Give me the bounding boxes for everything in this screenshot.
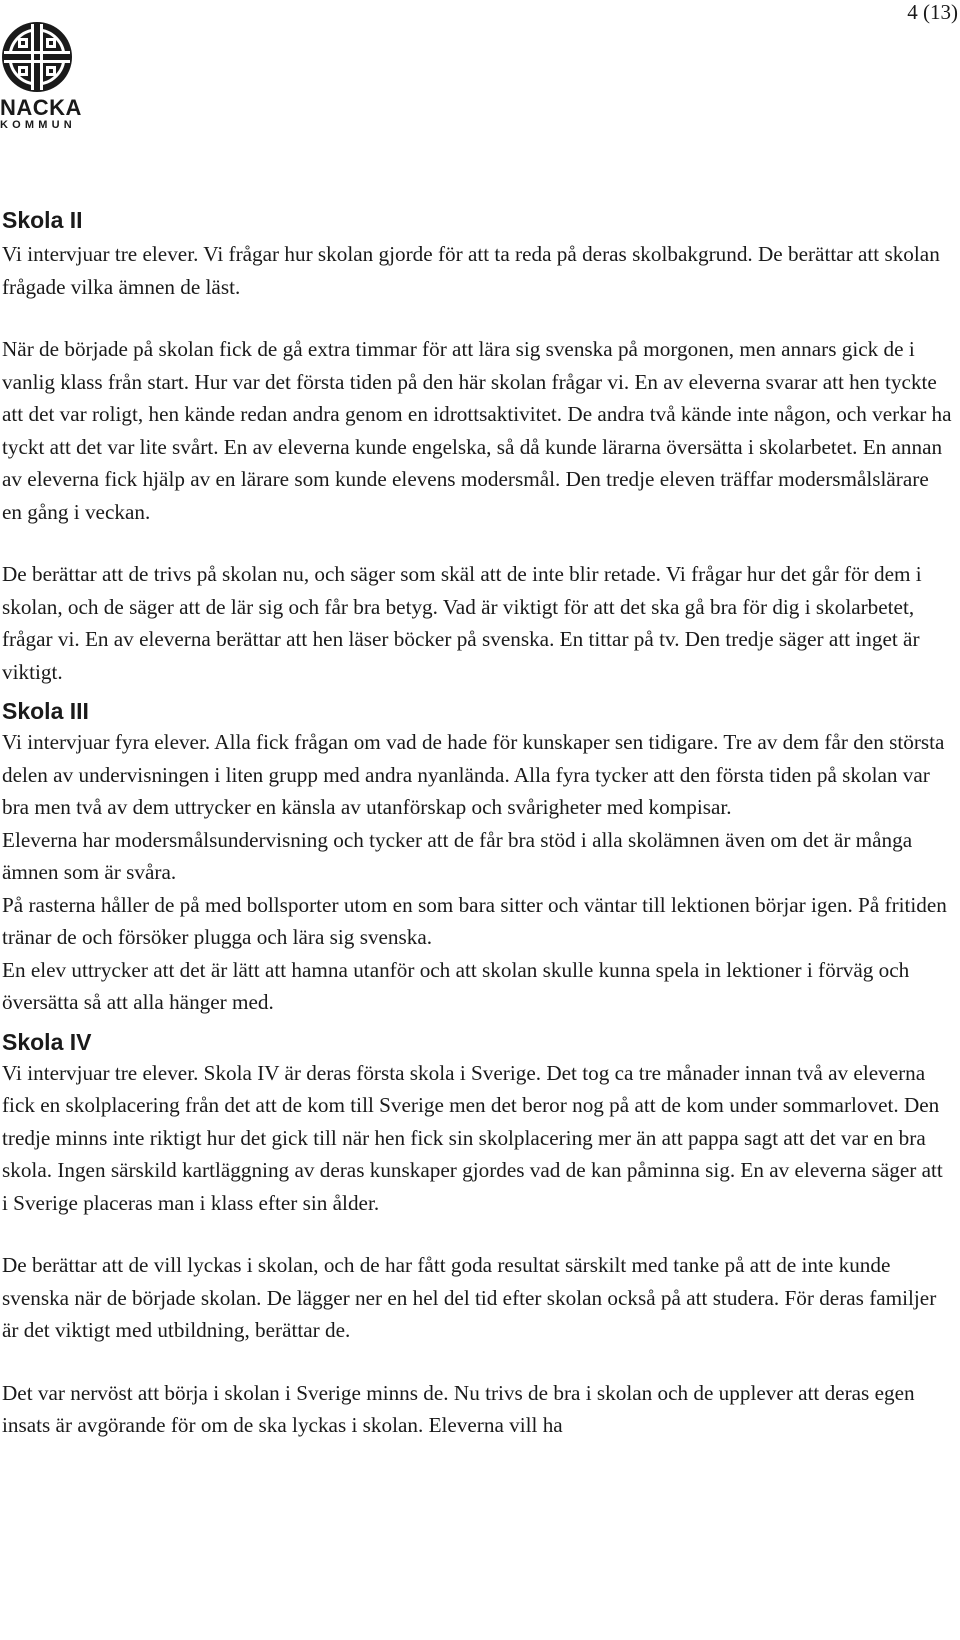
paragraph: Eleverna har modersmålsundervisning och tycker att de får bra stöd i alla skolämnen även om det är många ämnen som är svåra. <box>2 827 913 884</box>
page-number: 4 (13) <box>907 0 958 24</box>
paragraph: Vi intervjuar tre elever. Skola IV är deras första skola i Sverige. Det tog ca tre månader innan två av eleverna fick en skolplacering från det att de kom till Sverige men det beror nog på att de kom under sommarlovet. Den tredje minns inte riktigt hur det gick till när hen fick sin skolplacering mer än att pappa sagt att det var en bra skola. Ingen särskild kartläggning av deras kunskaper gjordes vad de kan påminna sig. En av eleverna säger att i Sverige placeras man i klass efter sin ålder. <box>2 1060 943 1215</box>
nacka-emblem-icon <box>0 20 74 94</box>
paragraph: De berättar att de trivs på skolan nu, och säger som skäl att de inte blir retade. Vi frågar hur det går för dem i skolan, och de säger att de lär sig och får bra betyg. Vad är viktigt för att det ska gå bra för dig i skolarbetet, frågar vi. En av eleverna berättar att hen läser böcker på svenska. En tittar på tv. Den tredje säger att inget är viktigt. <box>2 562 922 684</box>
paragraph: Vi intervjuar tre elever. Vi frågar hur skolan gjorde för att ta reda på deras skolbakgrund. De berättar att skolan frågade vilka ämnen de läst. <box>2 242 940 299</box>
section-heading: Skola IV <box>2 1028 92 1055</box>
paragraph: Vi intervjuar fyra elever. Alla fick frågan om vad de hade för kunskaper sen tidigare. Tre av dem får den största delen av undervisningen i liten grupp med andra nyanlända. Alla fyra tycker att den första tiden på skolan var bra men två av dem uttrycker en känsla av utanförskap och svårigheter med kompisar. <box>2 730 945 819</box>
logo-subname: KOMMUN <box>0 119 76 131</box>
section-skola-iv <box>2 1027 952 1442</box>
nacka-kommun-logo <box>0 20 80 131</box>
paragraph: De berättar att de vill lyckas i skolan, och de har fått goda resultat särskilt med tanke på att de inte kunde svenska när de började skolan. De lägger ner en hel del tid efter skolan också på att studera. För deras familjer är det viktigt med utbildning, berättar de. <box>2 1253 937 1342</box>
paragraph: På rasterna håller de på med bollsporter utom en som bara sitter och väntar till lektionen börjar igen. På fritiden tränar de och försöker plugga och lära sig svenska. <box>2 892 947 949</box>
paragraph: En elev uttrycker att det är lätt att hamna utanför och att skolan skulle kunna spela in lektioner i förväg och översätta så att alla hänger med. <box>2 957 910 1014</box>
section-skola-iii <box>2 696 952 1019</box>
section-heading: Skola II <box>2 207 83 233</box>
paragraph: Det var nervöst att börja i skolan i Sverige minns de. Nu trivs de bra i skolan och de upplever att deras egen insats är avgörande för om de ska lyckas i skolan. Eleverna vill ha <box>2 1380 915 1437</box>
section-heading: Skola III <box>2 698 89 724</box>
paragraph: När de började på skolan fick de gå extra timmar för att lära sig svenska på morgonen, men annars gick de i vanlig klass från start. Hur var det första tiden på den här skolan frågar vi. En av eleverna svarar att hen tyckte att det var roligt, hen kände redan andra genom en idrottsaktivitet. De andra två kände inte någon, och verkar ha tyckt att det var lite svårt. En av eleverna kunde engelska, så då kunde lärarna översätta i skolarbetet. En annan av eleverna fick hjälp av en lärare som kunde elevens modersmål. Den tredje eleven träffar modersmålslärare en gång i veckan. <box>2 337 952 524</box>
document-body <box>2 205 952 1442</box>
section-skola-ii <box>2 205 952 688</box>
logo-name: NACKA <box>0 95 82 120</box>
